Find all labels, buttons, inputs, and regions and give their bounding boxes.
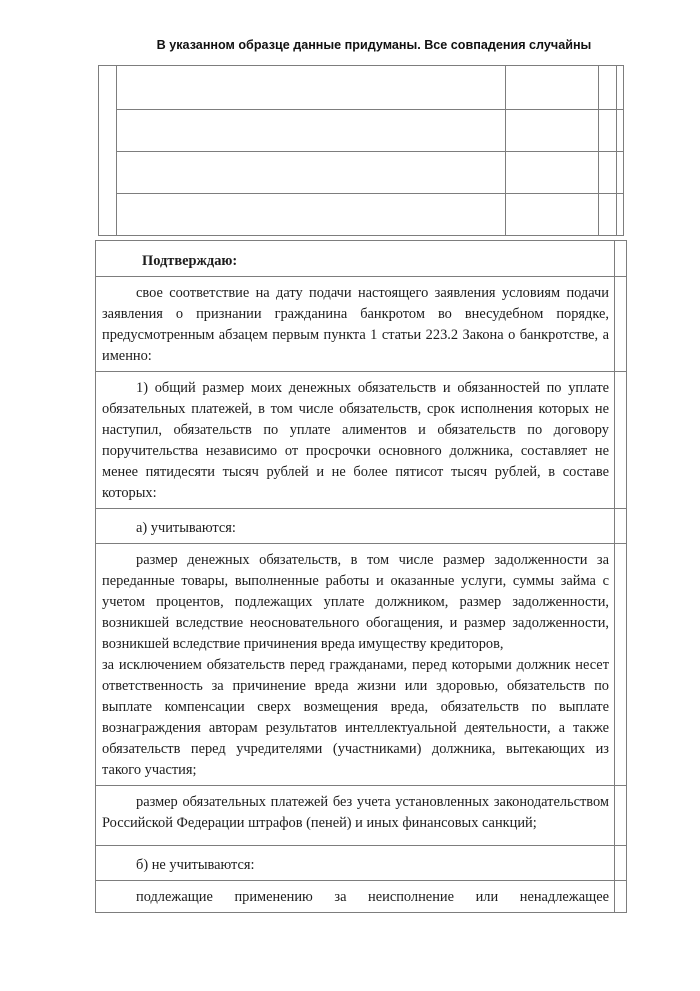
- table-cell: [599, 194, 617, 236]
- table-cell: [617, 152, 624, 194]
- table-cell-edge: [615, 277, 627, 372]
- table-cell-edge: [615, 846, 627, 881]
- table-cell: [599, 152, 617, 194]
- table-row: [96, 544, 627, 786]
- table-cell-edge: [615, 786, 627, 846]
- statement-table: [95, 240, 627, 913]
- empty-header-table: [98, 65, 624, 236]
- table-cell: [617, 66, 624, 110]
- table-row: [96, 372, 627, 509]
- table-row: [96, 786, 627, 846]
- exclusions-paragraph: за исключением обязательств перед гражданами, перед которыми должник несет ответственность за причинение вреда жизни или здоровью, обязательств по выплате компенсации сверх возмещения вреда, обязательств по выплате вознаграждения авторам результатов интеллектуальной деятельности, а также обязательств перед учредителями (участниками) должника, вытекающих из такого участия;: [102, 657, 609, 778]
- item-1-paragraph: 1) общий размер моих денежных обязательств и обязанностей по уплате обязательных платежей, в том числе обязательств, срок исполнения которых не наступил, обязательств по уплате алиментов и обязательств по договору поручительства независимо от просрочки основного должника, составляет не менее пятидесяти тысяч рублей и не более пятисот тысяч рублей, в составе которых:: [102, 380, 609, 501]
- table-cell-edge: [615, 509, 627, 544]
- sanctions-paragraph-partial: подлежащие применению за неисполнение или ненадлежащее: [136, 889, 609, 905]
- table-row: [96, 881, 627, 913]
- table-cell: [96, 509, 615, 544]
- table-cell: [96, 786, 615, 846]
- table-cell: [96, 241, 615, 277]
- table-cell: [117, 66, 506, 110]
- mandatory-payments-paragraph: размер обязательных платежей без учета установленных законодательством Российской Федерации штрафов (пеней) и иных финансовых санкций;: [102, 794, 609, 831]
- table-cell-edge: [615, 241, 627, 277]
- table-cell: [96, 544, 615, 786]
- table-row: [96, 277, 627, 372]
- table-row: [99, 110, 624, 152]
- table-cell-edge: [615, 372, 627, 509]
- table-cell: [117, 194, 506, 236]
- table-cell: [96, 846, 615, 881]
- item-a-label: а) учитываются:: [136, 520, 236, 536]
- compliance-paragraph: свое соответствие на дату подачи настоящего заявления условиям подачи заявления о признании гражданина банкротом во внесудебном порядке, предусмотренным абзацем первым пункта 1 статьи 223.2 Закона о банкротстве, а именно:: [102, 285, 609, 364]
- table-cell: [599, 110, 617, 152]
- confirm-heading: Подтверждаю:: [142, 253, 238, 269]
- table-row: [99, 66, 624, 110]
- table-cell: [506, 152, 599, 194]
- table-cell-merged-left: [99, 66, 117, 236]
- table-cell-edge: [615, 544, 627, 786]
- table-row: [99, 152, 624, 194]
- table-cell: [599, 66, 617, 110]
- table-row: [96, 509, 627, 544]
- table-cell: [96, 881, 615, 913]
- table-cell: [506, 110, 599, 152]
- table-row: [96, 846, 627, 881]
- item-b-label: б) не учитываются:: [136, 857, 255, 873]
- table-cell: [506, 66, 599, 110]
- table-cell: [617, 194, 624, 236]
- table-row: [99, 194, 624, 236]
- table-cell: [96, 277, 615, 372]
- table-cell-edge: [615, 881, 627, 913]
- table-cell: [117, 110, 506, 152]
- table-cell: [506, 194, 599, 236]
- included-obligations-paragraph: размер денежных обязательств, в том числе размер задолженности за переданные товары, выполненные работы и оказанные услуги, суммы займа с учетом процентов, подлежащих уплате должником, размер задолженности, возникшей вследствие неосновательного обогащения, и размер задолженности, возникшей вследствие причинения вреда имуществу кредиторов,: [102, 552, 609, 652]
- table-cell: [117, 152, 506, 194]
- table-row: [96, 241, 627, 277]
- disclaimer-header: В указанном образце данные придуманы. Все совпадения случайны: [156, 38, 592, 52]
- table-cell: [617, 110, 624, 152]
- table-cell: [96, 372, 615, 509]
